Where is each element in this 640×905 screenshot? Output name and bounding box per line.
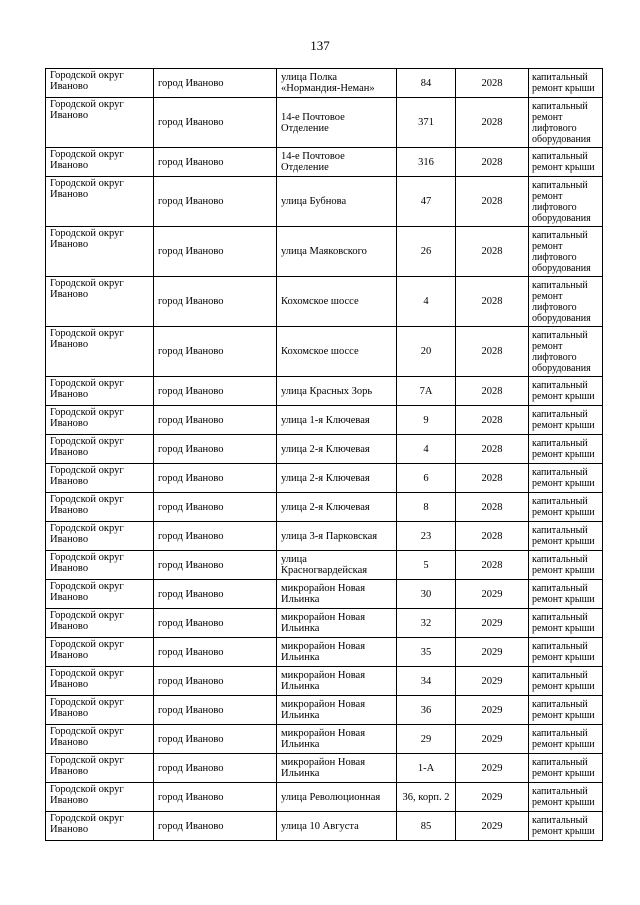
locality-cell: город Иваново	[154, 551, 277, 580]
table-row	[46, 754, 603, 783]
municipality-cell: Городской округ Иваново	[46, 696, 154, 725]
year-cell: 2028	[456, 406, 529, 435]
work-type-cell: капитальный ремонт крыши	[529, 667, 603, 696]
page-number: 137	[310, 38, 330, 53]
municipality-cell: Городской округ Иваново	[46, 277, 154, 327]
work-type-cell: капитальный ремонт крыши	[529, 69, 603, 98]
street-cell: Кохомское шоссе	[277, 277, 397, 327]
house-number-cell: 1-А	[397, 754, 456, 783]
street-cell: улица Маяковского	[277, 227, 397, 277]
municipality-cell: Городской округ Иваново	[46, 493, 154, 522]
work-type-cell: капитальный ремонт крыши	[529, 580, 603, 609]
house-number-cell: 316	[397, 148, 456, 177]
municipality-cell: Городской округ Иваново	[46, 435, 154, 464]
municipality-cell: Городской округ Иваново	[46, 377, 154, 406]
house-number-cell: 6	[397, 464, 456, 493]
locality-cell: город Иваново	[154, 725, 277, 754]
locality-cell: город Иваново	[154, 493, 277, 522]
locality-cell: город Иваново	[154, 783, 277, 812]
locality-cell: город Иваново	[154, 227, 277, 277]
year-cell: 2028	[456, 227, 529, 277]
table-row	[46, 377, 603, 406]
house-number-cell: 85	[397, 812, 456, 841]
work-type-cell: капитальный ремонт лифтового оборудования	[529, 277, 603, 327]
work-type-cell: капитальный ремонт крыши	[529, 783, 603, 812]
work-type-cell: капитальный ремонт крыши	[529, 522, 603, 551]
year-cell: 2028	[456, 148, 529, 177]
table-row	[46, 464, 603, 493]
locality-cell: город Иваново	[154, 667, 277, 696]
street-cell: улица Революционная	[277, 783, 397, 812]
work-type-cell: капитальный ремонт крыши	[529, 551, 603, 580]
municipality-cell: Городской округ Иваново	[46, 551, 154, 580]
street-cell: микрорайон Новая Ильинка	[277, 609, 397, 638]
municipality-cell: Городской округ Иваново	[46, 148, 154, 177]
repair-schedule-table	[45, 68, 603, 841]
year-cell: 2029	[456, 638, 529, 667]
house-number-cell: 371	[397, 98, 456, 148]
street-cell: микрорайон Новая Ильинка	[277, 580, 397, 609]
municipality-cell: Городской округ Иваново	[46, 327, 154, 377]
year-cell: 2029	[456, 812, 529, 841]
work-type-cell: капитальный ремонт крыши	[529, 148, 603, 177]
work-type-cell: капитальный ремонт лифтового оборудования	[529, 98, 603, 148]
municipality-cell: Городской округ Иваново	[46, 69, 154, 98]
table-row	[46, 277, 603, 327]
street-cell: микрорайон Новая Ильинка	[277, 725, 397, 754]
locality-cell: город Иваново	[154, 638, 277, 667]
street-cell: улица Бубнова	[277, 177, 397, 227]
municipality-cell: Городской округ Иваново	[46, 638, 154, 667]
work-type-cell: капитальный ремонт крыши	[529, 377, 603, 406]
house-number-cell: 4	[397, 277, 456, 327]
locality-cell: город Иваново	[154, 580, 277, 609]
street-cell: улица 10 Августа	[277, 812, 397, 841]
street-cell: микрорайон Новая Ильинка	[277, 667, 397, 696]
table-row	[46, 69, 603, 98]
house-number-cell: 7А	[397, 377, 456, 406]
locality-cell: город Иваново	[154, 327, 277, 377]
street-cell: микрорайон Новая Ильинка	[277, 754, 397, 783]
street-cell: микрорайон Новая Ильинка	[277, 696, 397, 725]
street-cell: улица 3-я Парковская	[277, 522, 397, 551]
house-number-cell: 36	[397, 696, 456, 725]
work-type-cell: капитальный ремонт крыши	[529, 609, 603, 638]
municipality-cell: Городской округ Иваново	[46, 754, 154, 783]
work-type-cell: капитальный ремонт крыши	[529, 638, 603, 667]
table-row	[46, 522, 603, 551]
table-row	[46, 551, 603, 580]
locality-cell: город Иваново	[154, 148, 277, 177]
house-number-cell: 35	[397, 638, 456, 667]
locality-cell: город Иваново	[154, 754, 277, 783]
municipality-cell: Городской округ Иваново	[46, 783, 154, 812]
work-type-cell: капитальный ремонт крыши	[529, 725, 603, 754]
street-cell: улица 1-я Ключевая	[277, 406, 397, 435]
year-cell: 2029	[456, 609, 529, 638]
street-cell: улица Красногвардейская	[277, 551, 397, 580]
table-row	[46, 696, 603, 725]
house-number-cell: 9	[397, 406, 456, 435]
year-cell: 2028	[456, 69, 529, 98]
year-cell: 2029	[456, 754, 529, 783]
municipality-cell: Городской округ Иваново	[46, 177, 154, 227]
house-number-cell: 8	[397, 493, 456, 522]
street-cell: микрорайон Новая Ильинка	[277, 638, 397, 667]
house-number-cell: 36, корп. 2	[397, 783, 456, 812]
municipality-cell: Городской округ Иваново	[46, 522, 154, 551]
year-cell: 2028	[456, 377, 529, 406]
year-cell: 2028	[456, 551, 529, 580]
year-cell: 2029	[456, 783, 529, 812]
year-cell: 2029	[456, 696, 529, 725]
street-cell: улица 2-я Ключевая	[277, 493, 397, 522]
year-cell: 2028	[456, 177, 529, 227]
table-row	[46, 638, 603, 667]
locality-cell: город Иваново	[154, 377, 277, 406]
table-row	[46, 493, 603, 522]
locality-cell: город Иваново	[154, 609, 277, 638]
house-number-cell: 34	[397, 667, 456, 696]
year-cell: 2029	[456, 580, 529, 609]
work-type-cell: капитальный ремонт крыши	[529, 435, 603, 464]
municipality-cell: Городской округ Иваново	[46, 812, 154, 841]
locality-cell: город Иваново	[154, 177, 277, 227]
street-cell: улица Красных Зорь	[277, 377, 397, 406]
municipality-cell: Городской округ Иваново	[46, 609, 154, 638]
municipality-cell: Городской округ Иваново	[46, 406, 154, 435]
table-row	[46, 783, 603, 812]
work-type-cell: капитальный ремонт лифтового оборудования	[529, 327, 603, 377]
work-type-cell: капитальный ремонт крыши	[529, 464, 603, 493]
table-row	[46, 177, 603, 227]
table-body	[46, 69, 603, 841]
work-type-cell: капитальный ремонт лифтового оборудования	[529, 227, 603, 277]
house-number-cell: 20	[397, 327, 456, 377]
municipality-cell: Городской округ Иваново	[46, 464, 154, 493]
table-row	[46, 580, 603, 609]
street-cell: 14-е Почтовое Отделение	[277, 98, 397, 148]
municipality-cell: Городской округ Иваново	[46, 725, 154, 754]
table-row	[46, 609, 603, 638]
municipality-cell: Городской округ Иваново	[46, 98, 154, 148]
table-row	[46, 327, 603, 377]
locality-cell: город Иваново	[154, 98, 277, 148]
table-row	[46, 725, 603, 754]
table-row	[46, 406, 603, 435]
table-row	[46, 435, 603, 464]
house-number-cell: 29	[397, 725, 456, 754]
house-number-cell: 4	[397, 435, 456, 464]
house-number-cell: 30	[397, 580, 456, 609]
table-row	[46, 98, 603, 148]
work-type-cell: капитальный ремонт лифтового оборудования	[529, 177, 603, 227]
work-type-cell: капитальный ремонт крыши	[529, 754, 603, 783]
street-cell: улица 2-я Ключевая	[277, 464, 397, 493]
locality-cell: город Иваново	[154, 69, 277, 98]
year-cell: 2028	[456, 98, 529, 148]
street-cell: Кохомское шоссе	[277, 327, 397, 377]
house-number-cell: 23	[397, 522, 456, 551]
house-number-cell: 5	[397, 551, 456, 580]
house-number-cell: 26	[397, 227, 456, 277]
locality-cell: город Иваново	[154, 406, 277, 435]
year-cell: 2028	[456, 464, 529, 493]
locality-cell: город Иваново	[154, 522, 277, 551]
year-cell: 2029	[456, 725, 529, 754]
street-cell: 14-е Почтовое Отделение	[277, 148, 397, 177]
year-cell: 2028	[456, 522, 529, 551]
work-type-cell: капитальный ремонт крыши	[529, 493, 603, 522]
year-cell: 2028	[456, 435, 529, 464]
work-type-cell: капитальный ремонт крыши	[529, 812, 603, 841]
locality-cell: город Иваново	[154, 464, 277, 493]
work-type-cell: капитальный ремонт крыши	[529, 406, 603, 435]
locality-cell: город Иваново	[154, 696, 277, 725]
year-cell: 2028	[456, 327, 529, 377]
table-row	[46, 227, 603, 277]
house-number-cell: 32	[397, 609, 456, 638]
year-cell: 2028	[456, 493, 529, 522]
locality-cell: город Иваново	[154, 435, 277, 464]
house-number-cell: 84	[397, 69, 456, 98]
year-cell: 2028	[456, 277, 529, 327]
table-row	[46, 667, 603, 696]
table-row	[46, 148, 603, 177]
municipality-cell: Городской округ Иваново	[46, 667, 154, 696]
locality-cell: город Иваново	[154, 277, 277, 327]
street-cell: улица Полка «Нормандия-Неман»	[277, 69, 397, 98]
year-cell: 2029	[456, 667, 529, 696]
locality-cell: город Иваново	[154, 812, 277, 841]
table-row	[46, 812, 603, 841]
municipality-cell: Городской округ Иваново	[46, 580, 154, 609]
municipality-cell: Городской округ Иваново	[46, 227, 154, 277]
house-number-cell: 47	[397, 177, 456, 227]
street-cell: улица 2-я Ключевая	[277, 435, 397, 464]
work-type-cell: капитальный ремонт крыши	[529, 696, 603, 725]
